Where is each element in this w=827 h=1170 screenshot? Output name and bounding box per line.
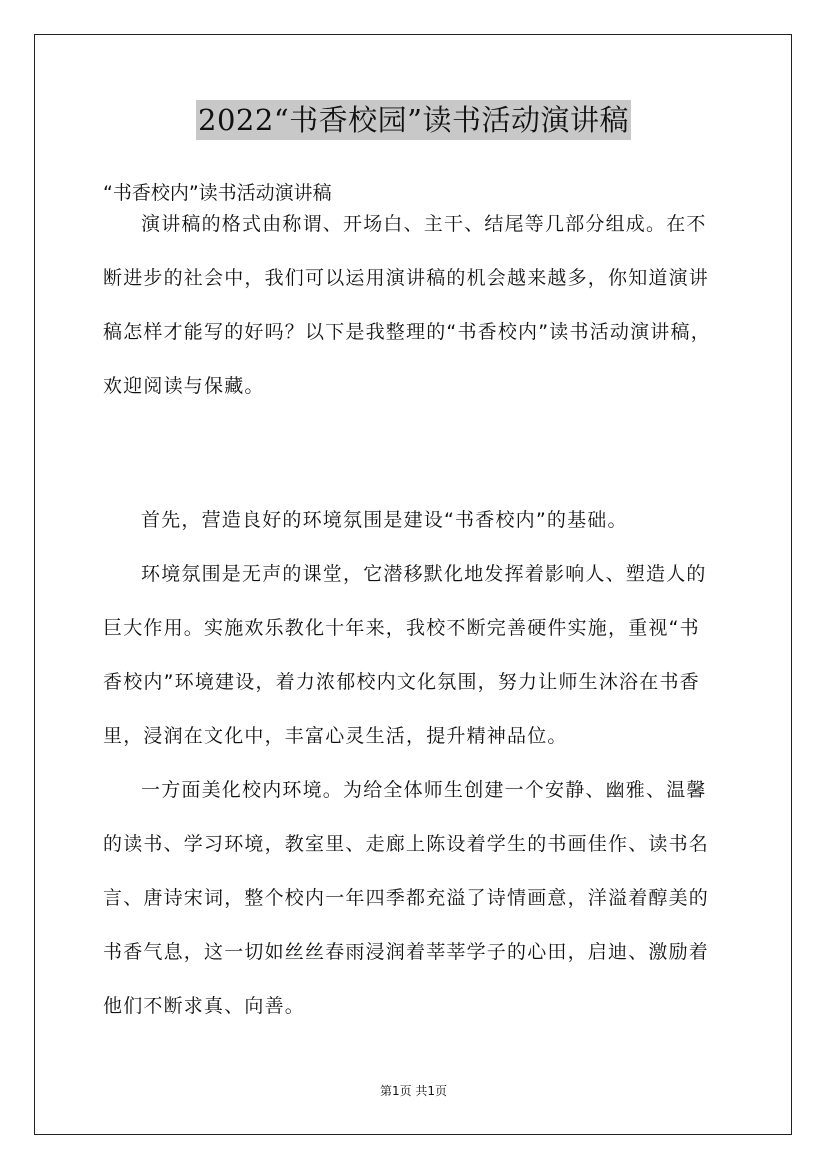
paragraph-line: 他们不断求真、向善。 xyxy=(103,995,306,1017)
paragraph-line: 一方面美化校内环境。为给全体师生创建一个安静、幽雅、温馨 xyxy=(141,779,707,801)
paragraph-line: 断进步的社会中，我们可以运用演讲稿的机会越来越多，你知道演讲 xyxy=(103,267,710,289)
document-title: 2022“书香校园”读书活动演讲稿 xyxy=(196,100,631,140)
page-footer: 第1页 共1页 xyxy=(379,1084,448,1098)
paragraph-line: 书香气息，这一切如丝丝春雨浸润着莘莘学子的心田，启迪、激励着 xyxy=(103,941,710,963)
document-subtitle: “书香校内”读书活动演讲稿 xyxy=(103,182,332,204)
paragraph-line: 巨大作用。实施欢乐教化十年来，我校不断完善硬件实施，重视“书 xyxy=(103,617,700,639)
paragraph-line: 欢迎阅读与保藏。 xyxy=(103,375,265,397)
paragraph-line: 言、唐诗宋词，整个校内一年四季都充溢了诗情画意，洋溢着醇美的 xyxy=(103,887,710,909)
title-container xyxy=(0,100,827,140)
paragraph-line: 环境氛围是无声的课堂，它潜移默化地发挥着影响人、塑造人的 xyxy=(141,563,707,585)
paragraph-line: 首先，营造良好的环境氛围是建设“书香校内”的基础。 xyxy=(141,509,628,531)
paragraph-line: 里，浸润在文化中，丰富心灵生活，提升精神品位。 xyxy=(103,725,568,747)
paragraph-line: 稿怎样才能写的好吗？以下是我整理的“书香校内”读书活动演讲稿， xyxy=(103,321,711,343)
paragraph-line: 香校内”环境建设，着力浓郁校内文化氛围，努力让师生沐浴在书香 xyxy=(103,671,700,693)
paragraph-line: 的读书、学习环境，教室里、走廊上陈设着学生的书画佳作、读书名 xyxy=(103,833,710,855)
paragraph-line: 演讲稿的格式由称谓、开场白、主干、结尾等几部分组成。在不 xyxy=(141,213,707,235)
